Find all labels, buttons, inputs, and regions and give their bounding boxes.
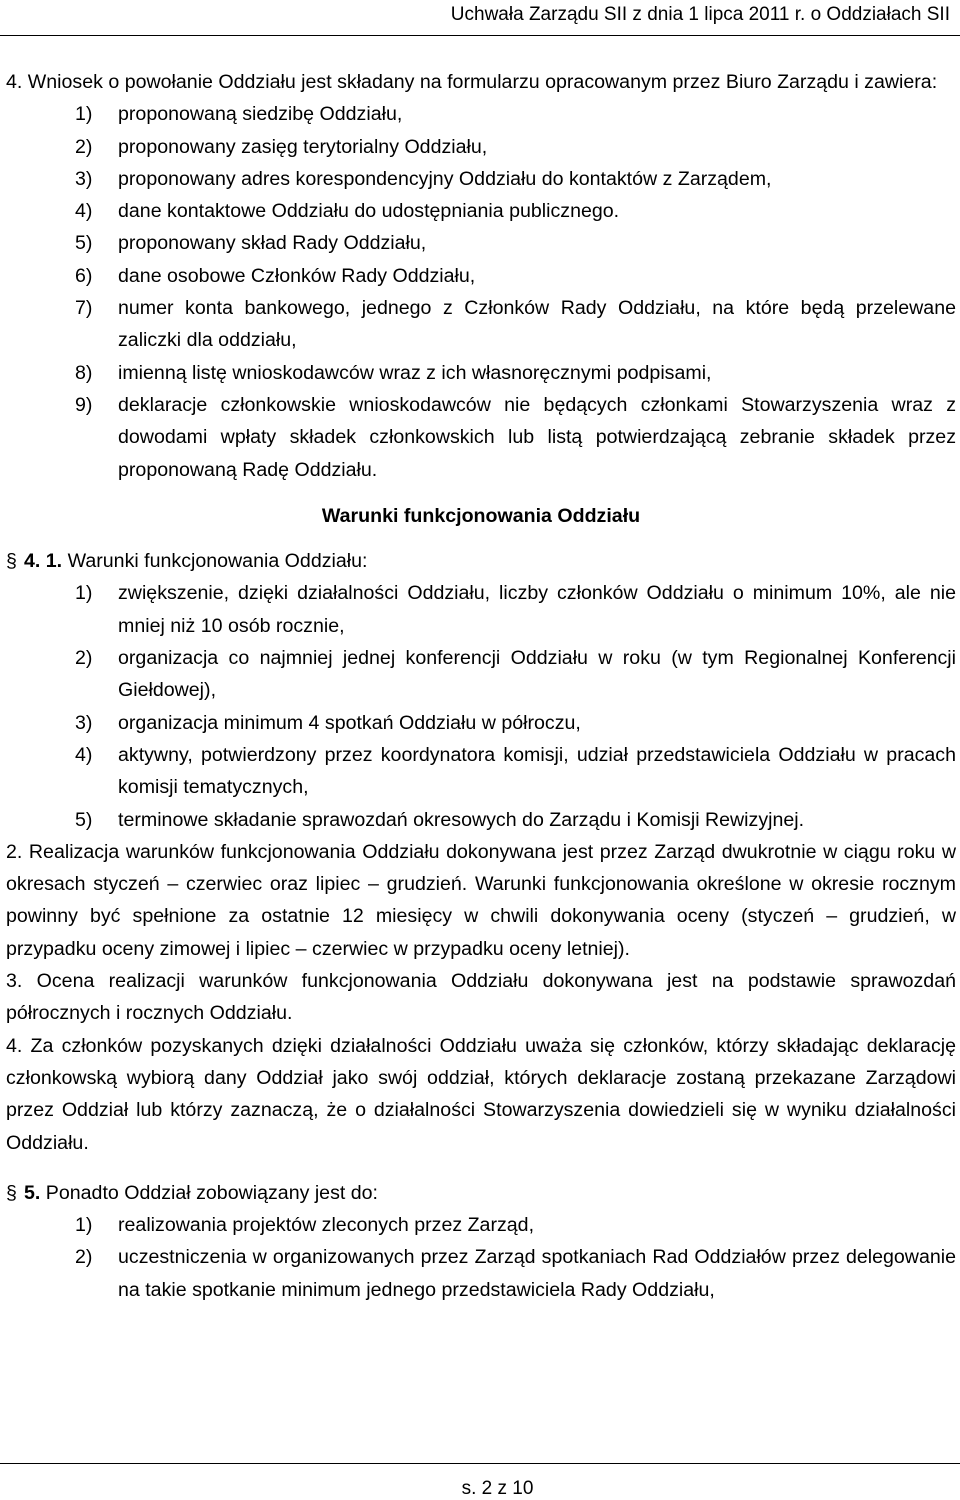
item-number: 1) [75,582,93,605]
list-item [75,1209,956,1241]
item-number: 2) [75,135,93,158]
item-text: organizacja minimum 4 spotkań Oddziału w półroczu, [118,711,581,734]
item-number: 4) [75,200,93,223]
item-text: deklaracje członkowskie wnioskodawców nie będących członkami Stowarzyszenia wraz z dowodami wpłaty składek członkowskich lub listą potwierdzającą zebranie składek przez proponowaną Radę Oddziału. [118,393,956,481]
page-number: s. 2 z 10 [461,1478,534,1499]
list-item [75,577,956,642]
item-number: 8) [75,361,93,384]
list-item [75,357,956,389]
section-4-intro [6,545,956,577]
item-text: uczestniczenia w organizowanych przez Zarząd spotkaniach Rad Oddziałów przez delegowanie na takie spotkanie minimum jednego przedstawiciela Rady Oddziału, [118,1246,956,1301]
item-text: dane osobowe Członków Rady Oddziału, [118,264,476,287]
item-number: 2) [75,1246,93,1269]
item-number: 2) [75,647,93,670]
list-item [75,804,956,836]
item-number: 3) [75,711,93,734]
section-heading: Warunki funkcjonowania Oddziału [321,504,641,527]
list-item [75,292,956,357]
header-title: Uchwała Zarządu SII z dnia 1 lipca 2011 r. o Oddziałach SII [450,4,950,25]
document-body [6,66,956,1306]
item-text: aktywny, potwierdzony przez koordynatora komisji, udział przedstawiciela Oddziału w pracach komisji tematycznych, [118,743,956,799]
s4-list [6,98,956,486]
page-header [0,0,960,36]
item-text: terminowe składanie sprawozdań okresowych do Zarządu i Komisji Rewizyjnej. [118,808,805,831]
spacer [6,1159,956,1171]
item-text: zwiększenie, dzięki działalności Oddziału, liczby członków Oddziału o minimum 10%, ale nie mniej niż 10 osób rocznie, [118,582,956,637]
item-number: 9) [75,393,93,416]
list-item [75,707,956,739]
item-number: 5) [75,808,93,831]
item-text: imienną listę wnioskodawców wraz z ich własnoręcznymi podpisami, [118,361,712,384]
list-item [75,389,956,486]
list-item [75,131,956,163]
item-number: 7) [75,297,93,320]
list-item [75,739,956,804]
item-text: proponowaną siedzibę Oddziału, [118,103,403,126]
item-number: 3) [75,167,93,190]
page-footer [0,1463,960,1500]
paragraph-2: 2. Realizacja warunków funkcjonowania Oddziału dokonywana jest przez Zarząd dwukrotnie w ciągu roku w okresach styczeń – czerwiec oraz lipiec – grudzień. Warunki funkcjonowania określone w okresie rocznym powinny być spełnione za ostatnie 12 miesięcy w chwili dokonywania oceny (styczeń – grudzień, w przypadku oceny zimowej i lipiec – czerwiec w przypadku oceny letniej). [6,840,956,960]
item-number: 6) [75,264,93,287]
item-number: 5) [75,232,93,255]
item-text: realizowania projektów zleconych przez Zarząd, [118,1214,535,1237]
list-item [75,260,956,292]
section-number: 4. 1. [24,550,63,573]
item-text: dane kontaktowe Oddziału do udostępniania publicznego. [118,200,620,223]
sec4-list [6,577,956,835]
list-item [75,195,956,227]
item-number: 1) [75,1214,93,1237]
item-text: numer konta bankowego, jednego z Członków Rady Oddziału, na które będą przelewane zaliczki dla oddziału, [118,297,956,352]
item-text: proponowany zasięg terytorialny Oddziału, [118,135,488,158]
section-intro-text: Warunki funkcjonowania Oddziału: [62,550,368,573]
list-item [75,163,956,195]
item-text: proponowany adres korespondencyjny Oddziału do kontaktów z Zarządem, [118,167,772,190]
sec5-list [6,1209,956,1306]
s4-intro: 4. Wniosek o powołanie Oddziału jest składany na formularzu opracowanym przez Biuro Zarządu i zawiera: [6,71,938,93]
item-text: proponowany skład Rady Oddziału, [118,232,427,255]
list-item [75,227,956,259]
list-item [75,642,956,707]
section-number: 5. [24,1181,41,1204]
item-number: 1) [75,103,93,126]
paragraph-4: 4. Za członków pozyskanych dzięki działalności Oddziału uważa się członków, którzy składając deklarację członkowską wybiorą dany Oddział jako swój oddział, których deklaracje zostaną przekazane Zarządowi przez Oddział lub którzy zaznaczą, że o działalności Stowarzyszenia dowiedzieli się w wyniku działalności Oddziału. [6,1034,956,1154]
paragraph-3: 3. Ocena realizacji warunków funkcjonowania Oddziału dokonywana jest na podstawie sprawozdań półrocznych i rocznych Oddziału. [6,970,956,1025]
item-text: organizacja co najmniej jednej konferencji Oddziału w roku (w tym Regionalnej Konferencji Giełdowej), [118,647,956,702]
list-item [75,1241,956,1306]
list-item [75,98,956,130]
item-number: 4) [75,743,93,766]
section-5-intro [6,1177,956,1209]
section-intro-text: Ponadto Oddział zobowiązany jest do: [40,1181,379,1204]
